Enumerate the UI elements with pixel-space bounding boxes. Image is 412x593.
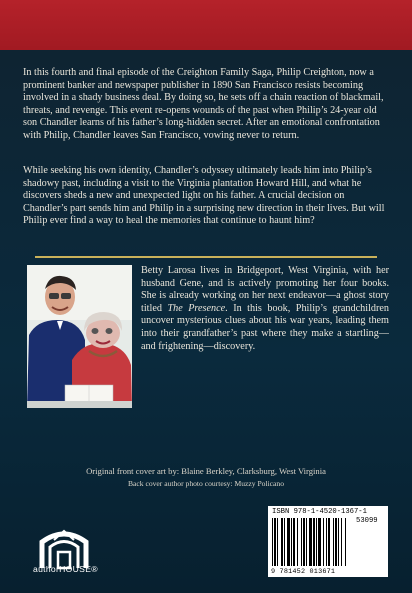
barcode-bars xyxy=(270,518,386,568)
barcode-bar xyxy=(306,518,307,566)
barcode-bar xyxy=(297,518,298,566)
barcode-number: 9 781452 013671 xyxy=(271,568,336,576)
barcode-bar xyxy=(309,518,312,566)
publisher-logo-text: authorHOUSE® xyxy=(33,564,98,574)
author-photo-illustration xyxy=(27,265,132,408)
barcode-bar xyxy=(301,518,302,566)
author-bio-text-continued: . In this book, Philip’s grandchildren uncover mysterious clues about his war years, leading them into their grandfather’s past where they make a startling—and frightening—discovery. xyxy=(141,302,390,352)
barcode-bar xyxy=(335,518,337,566)
isbn-label: ISBN 978-1-4520-1367-1 xyxy=(272,508,367,516)
barcode-bar xyxy=(338,518,339,566)
barcode-bar xyxy=(318,518,321,566)
barcode-bar xyxy=(291,518,292,566)
barcode-bar xyxy=(287,518,290,566)
gold-divider xyxy=(35,256,377,258)
barcode-bar xyxy=(277,518,278,566)
barcode-bar xyxy=(303,518,305,566)
author-photo xyxy=(27,265,132,408)
barcode-bar xyxy=(272,518,273,566)
barcode-bar xyxy=(333,518,334,566)
barcode-bar xyxy=(293,518,295,566)
author-bio-text: Betty Larosa lives in Bridgeport, West Virginia, with her husband Gene, and is actively promoting her four books. She is already working on her next endeavor—a ghost story titled xyxy=(141,265,389,314)
author-photo-credit: Back cover author photo courtesy: Muzzy Policano xyxy=(127,479,285,488)
barcode-bar xyxy=(274,518,276,566)
barcode-bar xyxy=(326,518,327,566)
barcode-bar xyxy=(328,518,330,566)
barcode-bar xyxy=(323,518,324,566)
barcode-bar xyxy=(345,518,346,566)
barcode-bar xyxy=(284,518,285,566)
barcode-bar xyxy=(281,518,283,566)
barcode-bar xyxy=(313,518,315,566)
price-code: 53099 xyxy=(356,517,378,525)
barcode-bar xyxy=(316,518,317,566)
top-red-band xyxy=(0,0,412,50)
author-bio xyxy=(141,265,389,353)
synopsis-paragraph-2: While seeking his own identity, Chandler’s odyssey ultimately leads him into Philip’s shadowy past, including a visit to the Virginia plantation Howard Hill, and what he discovers sheds a new and unexpected light on his father. A crucial decision on Chandler’s part sends him and Philip in a surprising new direction in their lives. But will Philip ever find a way to heal the memories that continue to haunt him? xyxy=(23,165,385,227)
next-book-title: The Presence xyxy=(167,302,226,314)
barcode-bar xyxy=(341,518,342,566)
cover-art-credit: Original front cover art by: Blaine Berkley, Clarksburg, West Virginia xyxy=(86,466,326,476)
synopsis-paragraph-1: In this fourth and final episode of the Creighton Family Saga, Philip Creighton, now a prominent banker and newspaper publisher in 1890 San Francisco resists becoming involved in a shady business deal. By doing so, he sets off a chain reaction of blackmail, threats, and revenge. This event re-opens wounds of the past when Philip’s 24-year old son Chandler learns of his father’s long-hidden secret. After an emotional confrontation with Philip, Chandler leaves San Francisco, vowing never to return. xyxy=(23,67,384,141)
